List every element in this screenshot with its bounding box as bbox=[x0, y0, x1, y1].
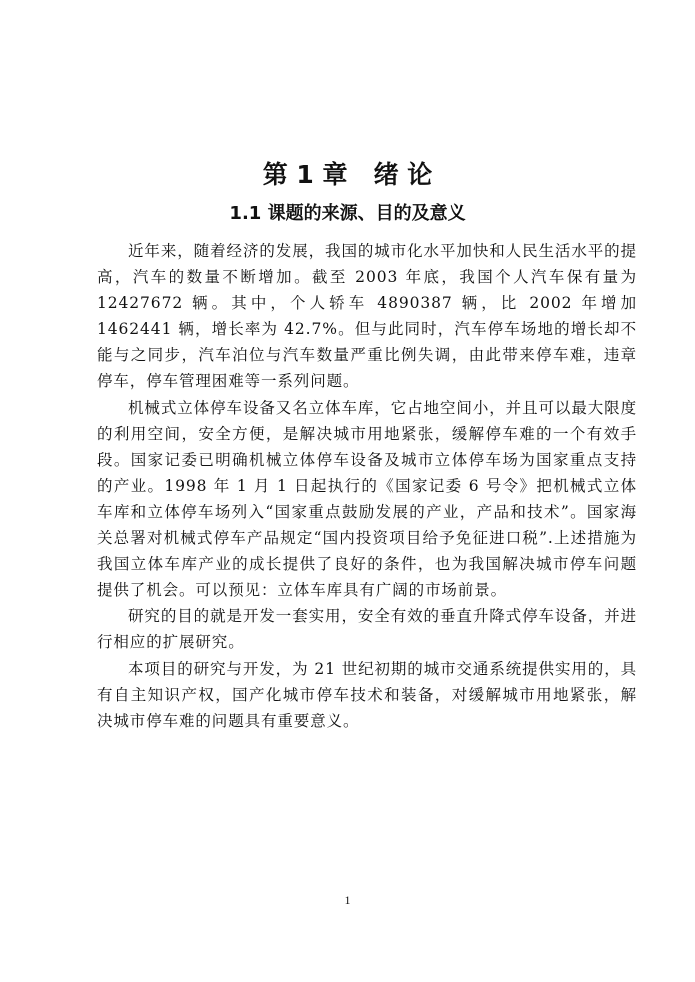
page-number: 1 bbox=[344, 893, 351, 907]
section-title: 1.1 课题的来源、目的及意义 bbox=[229, 203, 466, 224]
chapter-title: 第 1 章 绪 论 bbox=[262, 160, 433, 189]
body-text bbox=[97, 238, 637, 734]
paragraph-parking-equipment: 机械式立体停车设备又名立体车库，它占地空间小，并且可以最大限度的利用空间，安全方便，是解决城市用地紧张，缓解停车难的一个有效手段。国家记委已明确机械立体停车设备及城市立体停车场为国家重点支持的产业。1998 年 1 月 1 日起执行的《国家记委 6 号令》把机械式立体车库和立体停车场列入“国家重点鼓励发展的产业，产品和技术”。国家海关总署对机械式停车产品规定“国内投资项目给予免征进口税”.上述措施为我国立体车库产业的成长提供了良好的条件，也为我国解决城市停车问题提供了机会。可以预见：立体车库具有广阔的市场前景。 bbox=[97, 398, 637, 600]
paragraph-background: 近年来，随着经济的发展，我国的城市化水平加快和人民生活水平的提高，汽车的数量不断增加。截至 2003 年底，我国个人汽车保有量为 12427672 辆。其中，个人轿车 4890387 辆，比 2002 年增加 1462441 辆，增长率为 42.7%。但与此同时，汽车停车场地的增长却不能与之同步，汽车泊位与汽车数量严重比例失调，由此带来停车难，违章停车，停车管理困难等一系列问题。 bbox=[97, 242, 637, 391]
paragraph-research-goal: 研究的目的就是开发一套实用，安全有效的垂直升降式停车设备，并进行相应的扩展研究。 bbox=[97, 607, 637, 652]
paragraph-significance: 本项目的研究与开发，为 21 世纪初期的城市交通系统提供实用的，具有自主知识产权，国产化城市停车技术和装备，对缓解城市用地紧张，解决城市停车难的问题具有重要意义。 bbox=[97, 659, 637, 730]
